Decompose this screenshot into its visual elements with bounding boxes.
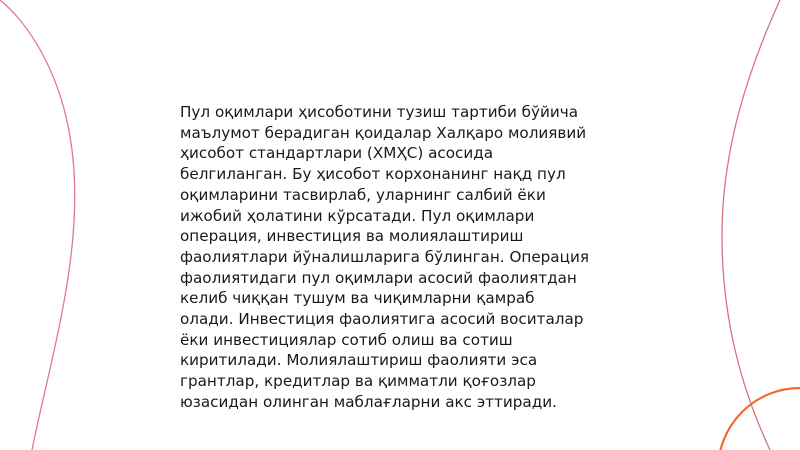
text-line: киритилади. Молиялаштириш фаолияти эса bbox=[180, 351, 538, 370]
text-line: фаолиятидаги пул оқимлари асосий фаолиятдан bbox=[180, 268, 577, 287]
text-line: операция, инвестиция ва молиялаштириш bbox=[180, 227, 524, 246]
text-line: олади. Инвестиция фаолиятига асосий воситалар bbox=[180, 310, 584, 329]
text-line: ёки инвестициялар сотиб олиш ва сотиш bbox=[180, 330, 513, 349]
left-curve-line bbox=[0, 0, 75, 450]
text-line: ижобий ҳолатини кўрсатади. Пул оқимлари bbox=[180, 206, 535, 225]
text-line: фаолиятлари йўналишларига бўлинган. Операция bbox=[180, 247, 589, 266]
text-line: грантлар, кредитлар ва қимматли қоғозлар bbox=[180, 372, 536, 391]
right-curve-line bbox=[722, 0, 780, 450]
text-line: келиб чиққан тушум ва чиқимларни қамраб bbox=[180, 289, 535, 308]
orange-arc bbox=[718, 388, 800, 450]
text-line: ҳисобот стандартлари (ХМҲС) асосида bbox=[180, 144, 494, 163]
text-line: оқимларини тасвирлаб, уларнинг салбий ёки bbox=[180, 185, 546, 204]
text-line: Пул оқимлари ҳисоботини тузиш тартиби бўйича bbox=[180, 103, 579, 121]
text-line: юзасидан олинган маблағларни акс эттиради. bbox=[180, 392, 557, 411]
text-line: маълумот берадиган қоидалар Халқаро молиявий bbox=[180, 123, 587, 142]
body-paragraph bbox=[180, 102, 640, 413]
text-line: белгиланган. Бу ҳисобот корхонанинг нақд пул bbox=[180, 165, 566, 184]
